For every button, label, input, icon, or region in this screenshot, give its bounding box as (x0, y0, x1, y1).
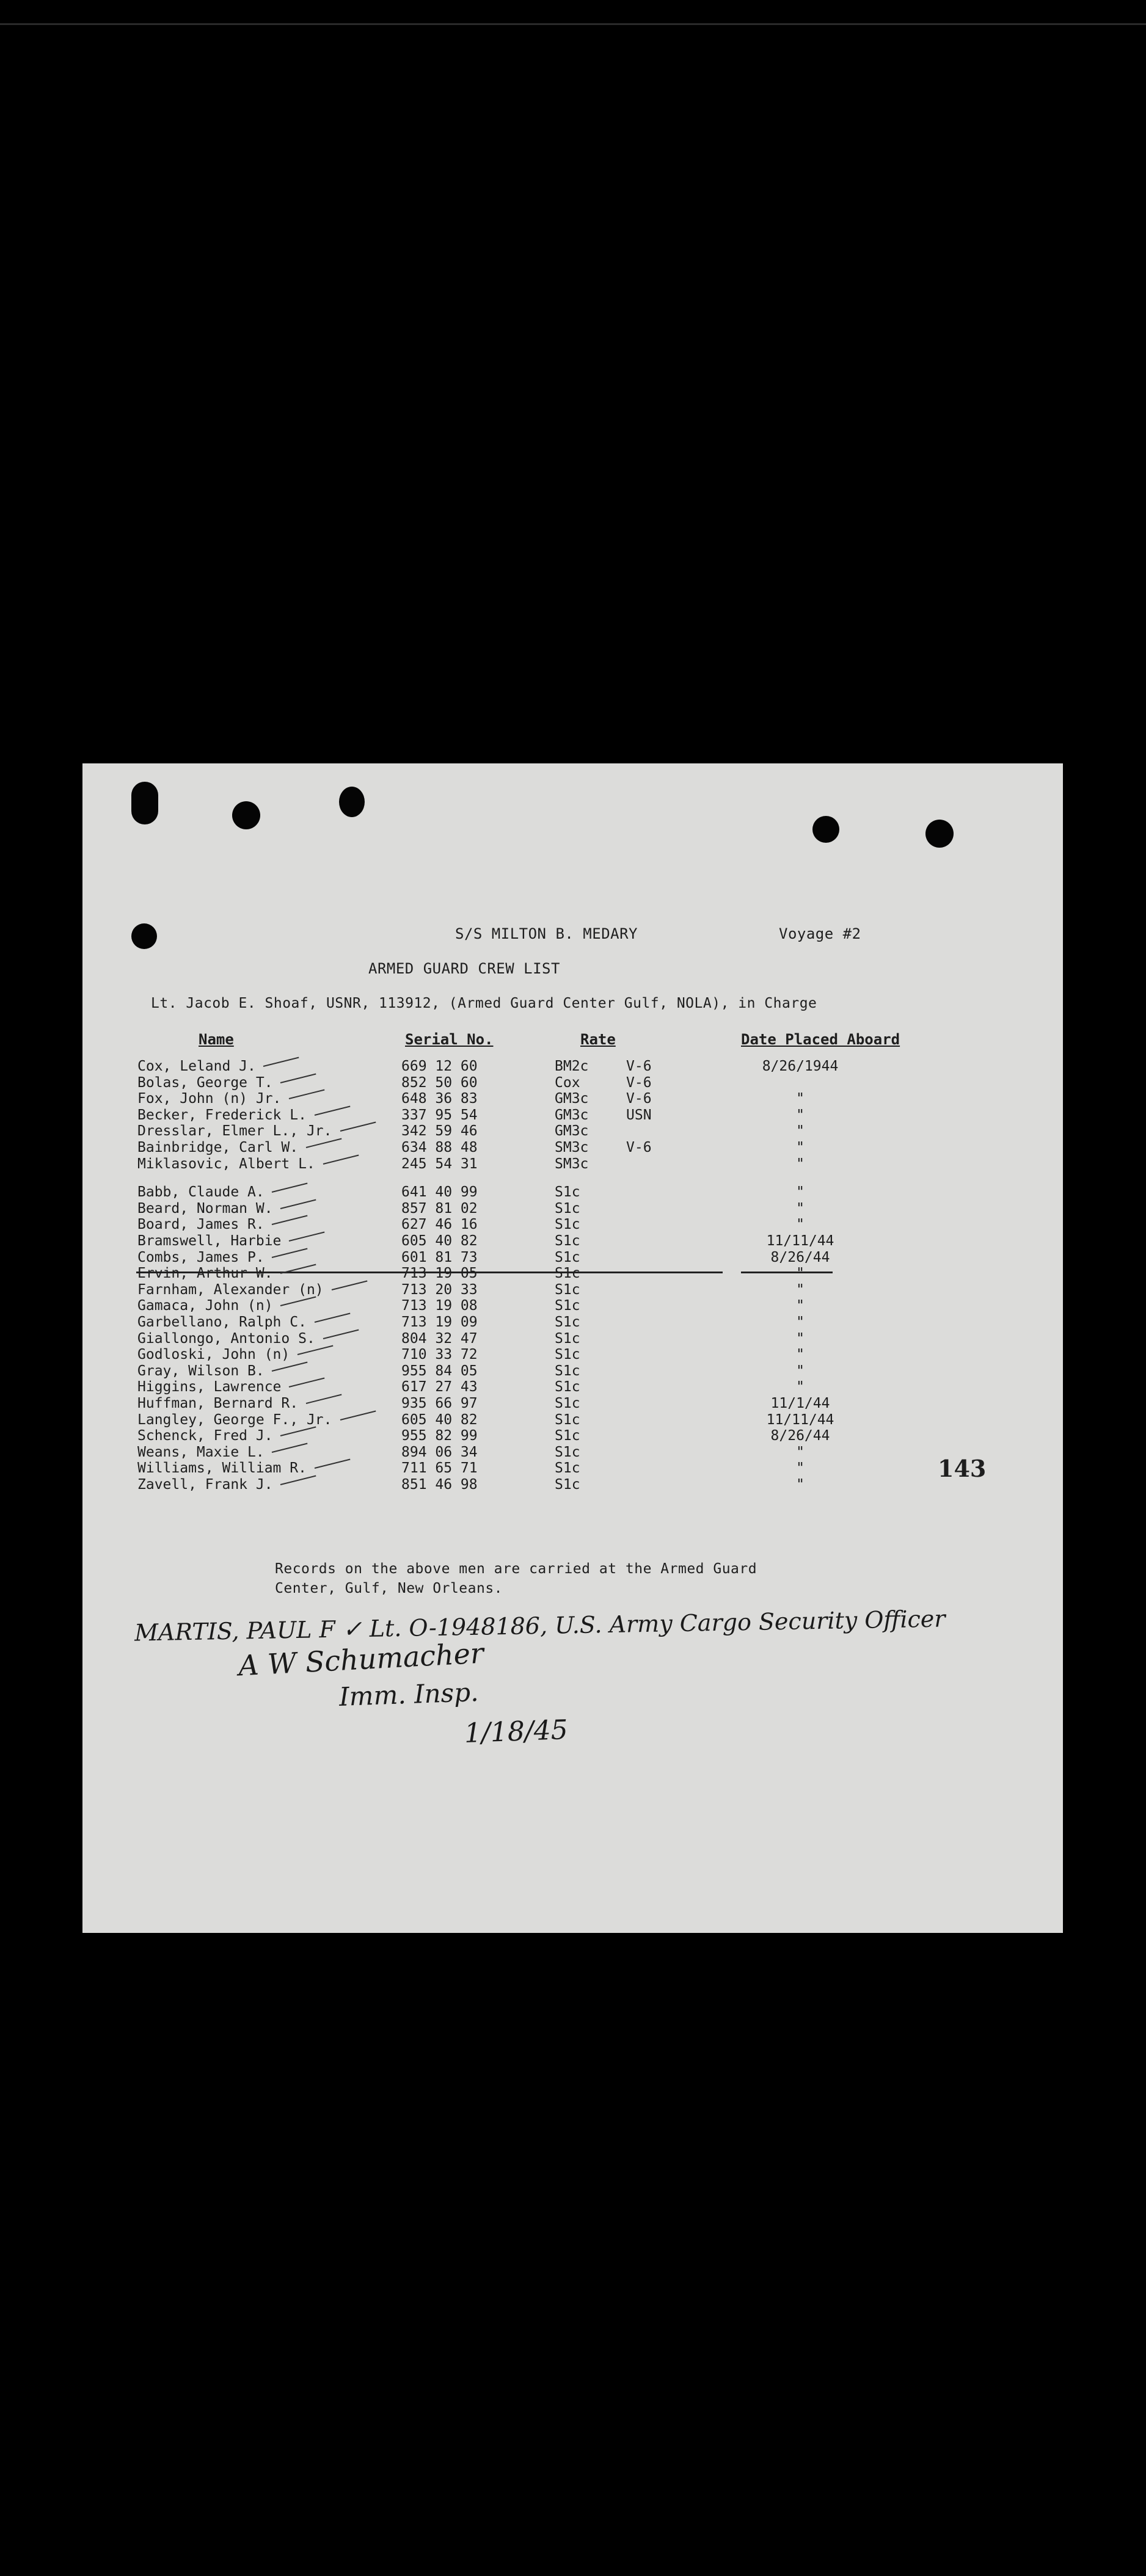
crew-rate-class: USN (626, 1107, 652, 1123)
crew-serial-number: 605 40 82 (401, 1233, 478, 1249)
crew-rate-class: V-6 (626, 1058, 652, 1074)
crew-date-aboard: " (796, 1217, 805, 1233)
crew-rate: BM2c (555, 1058, 589, 1074)
crew-serial-number: 245 54 31 (401, 1155, 478, 1172)
crew-date-aboard: " (796, 1298, 805, 1314)
crew-date-aboard: " (796, 1460, 805, 1477)
crew-name: Beard, Norman W. (137, 1200, 273, 1217)
crew-name: Combs, James P. (137, 1249, 265, 1265)
crew-rate: S1c (555, 1217, 580, 1233)
crew-date-aboard: 11/11/44 (766, 1233, 834, 1249)
check-mark (315, 1459, 351, 1469)
crew-name: Giallongo, Antonio S. (137, 1330, 315, 1347)
column-header-date: Date Placed Aboard (741, 1031, 900, 1048)
column-header-name: Name (199, 1031, 234, 1048)
crew-rate: S1c (555, 1477, 580, 1493)
crew-date-aboard: " (796, 1347, 805, 1363)
crew-date-aboard: " (796, 1444, 805, 1460)
inspector-title: Imm. Insp. (338, 1677, 480, 1712)
crew-name: Garbellano, Ralph C. (137, 1314, 307, 1330)
crew-rate: S1c (555, 1233, 580, 1249)
crew-rate: S1c (555, 1314, 580, 1330)
crew-date-aboard: " (796, 1123, 805, 1140)
check-mark (263, 1057, 299, 1067)
crew-rate: Cox (555, 1074, 580, 1091)
crew-serial-number: 648 36 83 (401, 1091, 478, 1107)
crew-name: Schenck, Fred J. (137, 1428, 273, 1444)
crew-name: Williams, William R. (137, 1460, 307, 1477)
crew-name: Bramswell, Harbie (137, 1233, 282, 1249)
crew-rate: S1c (555, 1460, 580, 1477)
crew-name: Weans, Maxie L. (137, 1444, 265, 1460)
crew-date-aboard: 11/11/44 (766, 1411, 834, 1428)
crew-serial-number: 711 65 71 (401, 1460, 478, 1477)
check-mark (306, 1394, 342, 1404)
crew-date-aboard: " (796, 1091, 805, 1107)
check-mark (289, 1090, 325, 1099)
crew-name: Zavell, Frank J. (137, 1477, 273, 1493)
crew-name: Cox, Leland J. (137, 1058, 256, 1074)
crew-date-aboard: 11/1/44 (770, 1395, 830, 1411)
crew-name: Becker, Frederick L. (137, 1107, 307, 1123)
crew-serial-number: 804 32 47 (401, 1330, 478, 1347)
crew-serial-number: 669 12 60 (401, 1058, 478, 1074)
crew-date-aboard: " (796, 1314, 805, 1330)
crew-rate: S1c (555, 1265, 580, 1282)
officer-in-charge: Lt. Jacob E. Shoaf, USNR, 113912, (Armed Guard Center Gulf, NOLA), in Charge (151, 995, 817, 1011)
crew-rate: S1c (555, 1428, 580, 1444)
check-mark (289, 1378, 325, 1388)
ship-name: S/S MILTON B. MEDARY (455, 925, 638, 942)
inspection-date: 1/18/45 (464, 1714, 569, 1749)
records-note: Records on the above men are carried at the Armed Guard (275, 1561, 757, 1577)
check-mark (280, 1073, 316, 1083)
crew-name: Gamaca, John (n) (137, 1298, 273, 1314)
voyage-number: Voyage #2 (779, 925, 861, 942)
crew-rate: SM3c (555, 1155, 589, 1172)
crew-rate: S1c (555, 1249, 580, 1265)
crew-rate-class: V-6 (626, 1140, 652, 1155)
crew-serial-number: 627 46 16 (401, 1217, 478, 1233)
inspector-signature: A W Schumacher (237, 1636, 485, 1683)
crew-serial-number: 713 19 08 (401, 1298, 478, 1314)
punch-hole (812, 816, 839, 843)
crew-rate: GM3c (555, 1091, 589, 1107)
crew-serial-number: 605 40 82 (401, 1411, 478, 1428)
crew-rate: S1c (555, 1330, 580, 1347)
column-header-serial: Serial No. (405, 1031, 494, 1048)
punch-hole (131, 923, 157, 949)
crew-name: Farnham, Alexander (n) (137, 1281, 324, 1298)
crew-date-aboard: 8/26/1944 (762, 1058, 839, 1074)
crew-date-aboard: " (796, 1107, 805, 1123)
check-mark (289, 1232, 325, 1242)
crew-serial-number: 851 46 98 (401, 1477, 478, 1493)
crew-date-aboard: " (796, 1281, 805, 1298)
crew-serial-number: 894 06 34 (401, 1444, 478, 1460)
crew-name: Higgins, Lawrence (137, 1379, 282, 1395)
check-mark (280, 1297, 316, 1306)
crew-date-aboard: " (796, 1330, 805, 1347)
crew-name: Fox, John (n) Jr. (137, 1091, 282, 1107)
crew-serial-number: 634 88 48 (401, 1140, 478, 1155)
crew-rate: S1c (555, 1298, 580, 1314)
column-header-rate: Rate (580, 1031, 616, 1048)
crew-serial-number: 852 50 60 (401, 1074, 478, 1091)
crew-serial-number: 955 84 05 (401, 1363, 478, 1379)
crew-serial-number: 710 33 72 (401, 1347, 478, 1363)
crew-name: Huffman, Bernard R. (137, 1395, 299, 1411)
check-mark (272, 1361, 308, 1371)
crew-date-aboard: 8/26/44 (770, 1249, 830, 1265)
crew-name: Bolas, George T. (137, 1074, 273, 1091)
crew-name: Langley, George F., Jr. (137, 1411, 332, 1428)
check-mark (297, 1345, 334, 1355)
crew-name: Ervin, Arthur W. (137, 1265, 273, 1282)
crew-date-aboard: " (796, 1184, 805, 1201)
page-number: 143 (938, 1455, 987, 1482)
crew-list-document (82, 763, 1063, 1933)
crew-serial-number: 713 19 09 (401, 1314, 478, 1330)
crew-rate: S1c (555, 1444, 580, 1460)
crew-date-aboard: 8/26/44 (770, 1428, 830, 1444)
crew-name: Miklasovic, Albert L. (137, 1155, 315, 1172)
check-mark (340, 1410, 376, 1420)
check-mark (315, 1105, 351, 1115)
film-edge-line (0, 23, 1146, 25)
crew-date-aboard: " (796, 1477, 805, 1493)
crew-name: Bainbridge, Carl W. (137, 1140, 299, 1155)
crew-rate: GM3c (555, 1123, 589, 1140)
crew-date-aboard: " (796, 1379, 805, 1395)
list-title: ARMED GUARD CREW LIST (368, 960, 560, 977)
crew-date-aboard: " (796, 1200, 805, 1217)
crew-rate: SM3c (555, 1140, 589, 1155)
crew-name: Board, James R. (137, 1217, 265, 1233)
crew-rate: S1c (555, 1411, 580, 1428)
punch-hole (925, 820, 954, 848)
check-mark (323, 1154, 359, 1164)
handwritten-army-officer-line: MARTIS, PAUL F ✓ Lt. O-1948186, U.S. Army Cargo Security Officer (134, 1605, 946, 1646)
crew-name: Dresslar, Elmer L., Jr. (137, 1123, 332, 1140)
crew-name: Gray, Wilson B. (137, 1363, 265, 1379)
check-mark (306, 1138, 342, 1148)
check-mark (272, 1215, 308, 1225)
crew-serial-number: 337 95 54 (401, 1107, 478, 1123)
crew-serial-number: 617 27 43 (401, 1379, 478, 1395)
check-mark (332, 1280, 368, 1290)
check-mark (340, 1122, 376, 1132)
check-mark (272, 1183, 308, 1193)
crew-name: Babb, Claude A. (137, 1184, 265, 1201)
crew-serial-number: 857 81 02 (401, 1200, 478, 1217)
crew-serial-number: 713 19 05 (401, 1265, 478, 1282)
records-note-continued: Center, Gulf, New Orleans. (275, 1581, 503, 1596)
crew-rate: S1c (555, 1379, 580, 1395)
check-mark (272, 1443, 308, 1452)
crew-date-aboard: " (796, 1140, 805, 1155)
check-mark (315, 1313, 351, 1323)
punch-hole (232, 801, 260, 829)
crew-date-aboard: " (796, 1155, 805, 1172)
crew-rate: S1c (555, 1184, 580, 1201)
crew-rate: S1c (555, 1363, 580, 1379)
crew-serial-number: 641 40 99 (401, 1184, 478, 1201)
crew-rate: S1c (555, 1395, 580, 1411)
crew-date-aboard: " (796, 1265, 805, 1282)
crew-serial-number: 935 66 97 (401, 1395, 478, 1411)
crew-serial-number: 955 82 99 (401, 1428, 478, 1444)
crew-name: Godloski, John (n) (137, 1347, 290, 1363)
crew-rate-class: V-6 (626, 1074, 652, 1091)
punch-hole (131, 782, 158, 824)
check-mark (272, 1248, 308, 1257)
check-mark (280, 1199, 316, 1209)
check-mark (323, 1329, 359, 1339)
crew-serial-number: 601 81 73 (401, 1249, 478, 1265)
check-mark (280, 1475, 316, 1485)
crew-date-aboard: " (796, 1363, 805, 1379)
check-mark (280, 1427, 316, 1436)
crew-rate: S1c (555, 1200, 580, 1217)
crew-rate: S1c (555, 1281, 580, 1298)
punch-hole (339, 787, 365, 817)
crew-rate: S1c (555, 1347, 580, 1363)
crew-serial-number: 342 59 46 (401, 1123, 478, 1140)
crew-rate: GM3c (555, 1107, 589, 1123)
crew-serial-number: 713 20 33 (401, 1281, 478, 1298)
crew-rate-class: V-6 (626, 1091, 652, 1107)
